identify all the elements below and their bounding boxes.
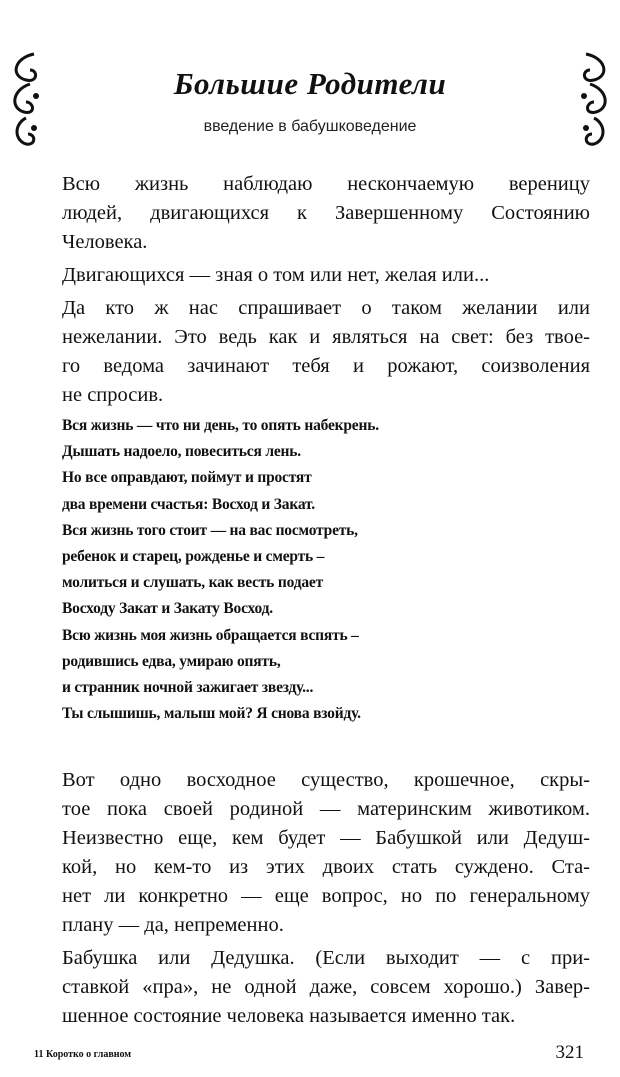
poem-line: два времени счастья: Восход и Закат. (62, 495, 315, 513)
text-line: тое пока своей родиной — материнским животиком. (62, 798, 590, 820)
text-line: не спросив. (62, 384, 164, 406)
chapter-subtitle: введение в бабушковедение (203, 118, 417, 135)
outro-text (62, 766, 590, 1035)
poem-line: Но все оправдают, поймут и простят (62, 469, 312, 487)
text-line: Да кто ж нас спрашивает о таком желании или (62, 297, 590, 319)
right-flourish-ornament-icon (572, 48, 616, 158)
text-line: Неизвестно еще, кем будет — Бабушкой или Дедуш- (62, 827, 590, 849)
paragraph (62, 170, 590, 257)
chapter-title: Большие Родители (173, 66, 447, 101)
text-line: шенное состояние человека называется именно так. (62, 1005, 516, 1027)
running-footer: 11 Коротко о главном (34, 1049, 132, 1060)
text-line: Двигающихся — зная о том или нет, желая или... (62, 264, 490, 286)
poem-line: молиться и слушать, как весть подает (62, 574, 323, 592)
text-line: ставкой «пра», не одной даже, совсем хорошо.) Завер- (62, 976, 590, 998)
page-number: 321 (555, 1042, 584, 1063)
paragraph (62, 944, 590, 1031)
text-line: нежелании. Это ведь как и являться на свет: без твое- (62, 326, 590, 348)
poem-line: Вся жизнь того стоит — на вас посмотреть, (62, 521, 358, 539)
text-line: Бабушка или Дедушка. (Если выходит — с при- (62, 947, 590, 969)
paragraph (62, 294, 590, 410)
text-line: людей, двигающихся к Завершенному Состоянию (62, 202, 590, 224)
poem-line: Всю жизнь моя жизнь обращается вспять – (62, 626, 359, 644)
text-line: го ведома зачинают тебя и рожают, соизволения (62, 355, 590, 377)
intro-text (62, 170, 590, 414)
poem-line: Восходу Закат и Закату Восход. (62, 600, 273, 618)
poem-line: родившись едва, умираю опять, (62, 652, 281, 670)
poem-line: ребенок и старец, рожденье и смерть – (62, 548, 325, 566)
text-line: плану — да, непременно. (62, 914, 284, 936)
text-line: Всю жизнь наблюдаю нескончаемую вереницу (62, 173, 590, 195)
poem-line: и странник ночной зажигает звезду... (62, 679, 314, 697)
text-line: кой, но кем-то из этих двоих стать суждено. Ста- (62, 856, 590, 878)
paragraph (62, 766, 590, 940)
left-flourish-ornament-icon (4, 48, 48, 158)
poem-line: Дышать надоело, повеситься лень. (62, 443, 301, 461)
text-line: нет ли конкретно — еще вопрос, но по генеральному (62, 885, 590, 907)
poem (62, 413, 582, 727)
text-line: Человека. (62, 231, 148, 253)
poem-line: Вся жизнь — что ни день, то опять набекрень. (62, 417, 379, 434)
poem-line: Ты слышишь, малыш мой? Я снова взойду. (62, 705, 361, 723)
paragraph (62, 261, 590, 290)
text-line: Вот одно восходное существо, крошечное, скры- (62, 769, 590, 791)
